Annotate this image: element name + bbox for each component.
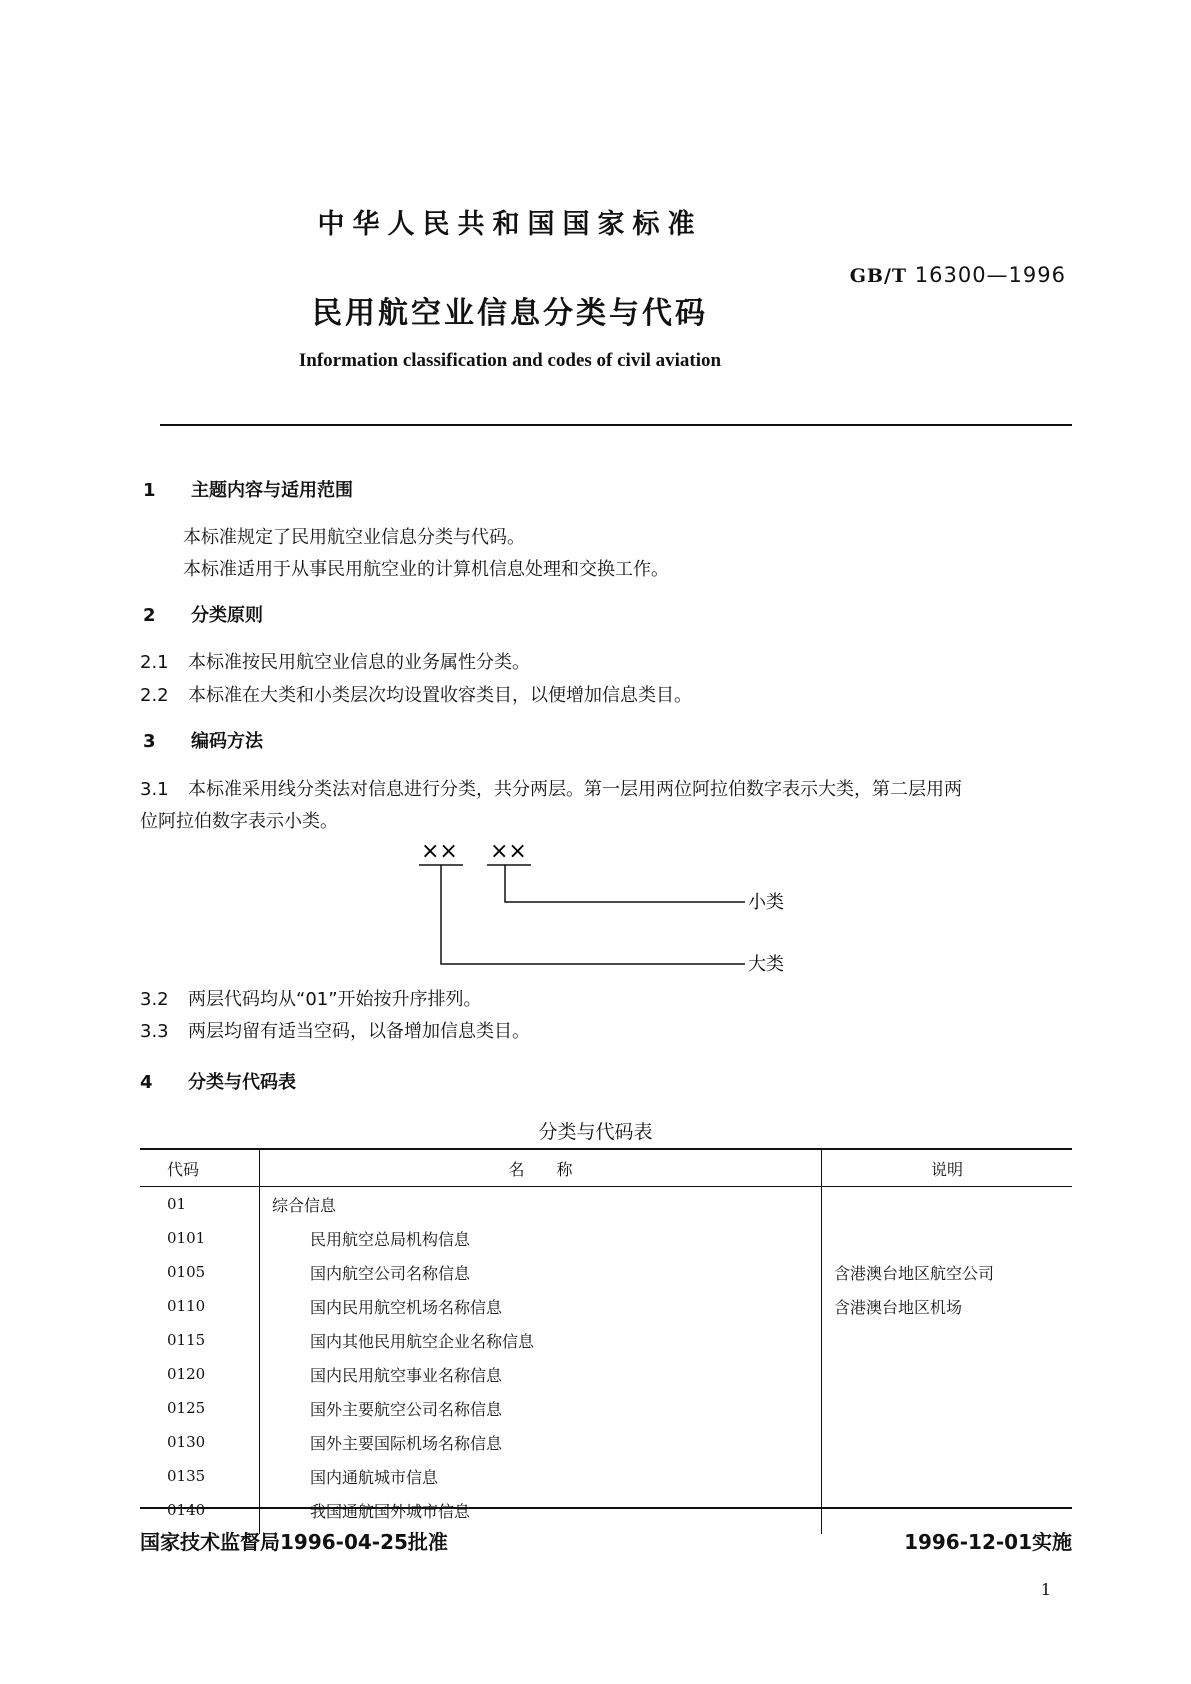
clause-3-3 <box>140 1017 530 1043</box>
row-note <box>822 1425 1073 1459</box>
section-title: 主题内容与适用范围 <box>191 480 353 501</box>
row-note <box>822 1323 1073 1357</box>
section-title: 分类原则 <box>191 605 263 626</box>
clause-number: 3.3 <box>140 1021 169 1042</box>
clause-number: 2.1 <box>140 652 169 673</box>
row-note <box>822 1391 1073 1425</box>
table-row <box>140 1391 1072 1425</box>
row-name: 国内民用航空机场名称信息 <box>260 1289 822 1323</box>
row-name: 综合信息 <box>260 1187 822 1222</box>
footer-rule <box>140 1507 1072 1509</box>
section-1-line-2: 本标准适用于从事民用航空业的计算机信息处理和交换工作。 <box>183 559 669 580</box>
row-code: 0101 <box>167 1229 206 1247</box>
row-note: 含港澳台地区航空公司 <box>834 1263 995 1283</box>
row-note <box>822 1187 1073 1222</box>
row-code: 0140 <box>167 1501 206 1519</box>
clause-3-1-line-2: 位阿拉伯数字表示小类。 <box>140 811 338 832</box>
minor-placeholder: ×× <box>490 839 527 864</box>
table-row <box>140 1221 1072 1255</box>
clause-text: 本标准在大类和小类层次均设置收容类目，以便增加信息类目。 <box>188 685 692 706</box>
section-1-line-1: 本标准规定了民用航空业信息分类与代码。 <box>183 527 525 548</box>
table-row <box>140 1425 1072 1459</box>
header-note: 说明 <box>822 1149 1073 1187</box>
section-number: 1 <box>143 480 156 501</box>
table-row <box>140 1289 1072 1323</box>
document-title-en: Information classification and codes of civil aviation <box>298 350 722 371</box>
clause-3-1-line-1 <box>140 775 1075 801</box>
row-name: 国内航空公司名称信息 <box>260 1255 822 1289</box>
row-name: 国外主要国际机场名称信息 <box>260 1425 822 1459</box>
page-number: 1 <box>1040 1580 1051 1599</box>
row-name: 国内民用航空事业名称信息 <box>260 1357 822 1391</box>
table-row <box>140 1255 1072 1289</box>
row-code: 0135 <box>167 1467 206 1485</box>
row-note: 含港澳台地区机场 <box>834 1297 963 1317</box>
table-caption: 分类与代码表 <box>538 1121 653 1143</box>
national-standard-heading: 中华人民共和国国家标准 <box>317 209 703 240</box>
row-name: 国内通航城市信息 <box>260 1459 822 1493</box>
standard-number <box>850 263 1066 287</box>
standard-code: 16300—1996 <box>914 263 1066 287</box>
section-4-heading <box>140 1068 296 1094</box>
table-row <box>140 1357 1072 1391</box>
standard-prefix: GB/T <box>849 265 908 287</box>
clause-2-2 <box>140 681 692 707</box>
document-title-cn: 民用航空业信息分类与代码 <box>312 296 708 331</box>
row-note <box>822 1221 1073 1255</box>
table-row <box>140 1187 1072 1222</box>
effective-date: 1996-12-01实施 <box>904 1530 1072 1554</box>
classification-code-table <box>140 1148 1072 1534</box>
clause-number: 3.1 <box>140 779 169 800</box>
row-code: 0105 <box>167 1263 206 1281</box>
table-header-row <box>140 1149 1072 1187</box>
clause-text: 本标准按民用航空业信息的业务属性分类。 <box>188 652 530 673</box>
row-code: 0130 <box>167 1433 206 1451</box>
row-code: 0115 <box>167 1331 206 1349</box>
clause-text: 两层均留有适当空码，以备增加信息类目。 <box>188 1021 530 1042</box>
row-name: 国内其他民用航空企业名称信息 <box>260 1323 822 1357</box>
section-2-heading <box>143 601 263 627</box>
row-name: 民用航空总局机构信息 <box>260 1221 822 1255</box>
section-3-heading <box>143 727 263 753</box>
row-code: 0120 <box>167 1365 206 1383</box>
major-connector <box>441 865 745 964</box>
section-title: 编码方法 <box>191 731 263 752</box>
row-code: 01 <box>167 1195 187 1213</box>
row-name: 我国通航国外城市信息 <box>260 1493 822 1534</box>
minor-class-label: 小类 <box>748 892 784 913</box>
header-rule <box>160 424 1072 426</box>
section-number: 2 <box>143 605 156 626</box>
approval-line: 国家技术监督局1996-04-25批准 <box>140 1530 448 1554</box>
section-number: 3 <box>143 731 156 752</box>
table-row <box>140 1459 1072 1493</box>
row-note <box>822 1459 1073 1493</box>
major-placeholder: ×× <box>421 839 458 864</box>
row-note <box>822 1357 1073 1391</box>
section-1-heading <box>143 476 353 502</box>
minor-connector <box>505 865 745 902</box>
header-code: 代码 <box>140 1149 260 1187</box>
section-title: 分类与代码表 <box>188 1072 296 1093</box>
clause-2-1 <box>140 648 530 674</box>
clause-number: 3.2 <box>140 989 169 1010</box>
header-name: 名 称 <box>260 1149 822 1187</box>
major-class-label: 大类 <box>748 954 784 975</box>
section-number: 4 <box>140 1072 153 1093</box>
clause-text: 本标准采用线分类法对信息进行分类，共分两层。第一层用两位阿拉伯数字表示大类，第二层用两 <box>188 779 962 800</box>
code-structure-diagram <box>415 838 815 978</box>
clause-number: 2.2 <box>140 685 169 706</box>
clause-3-2 <box>140 985 482 1011</box>
row-code: 0125 <box>167 1399 206 1417</box>
row-code: 0110 <box>167 1297 206 1315</box>
row-name: 国外主要航空公司名称信息 <box>260 1391 822 1425</box>
table-row <box>140 1323 1072 1357</box>
clause-text: 两层代码均从“01”开始按升序排列。 <box>188 989 482 1010</box>
